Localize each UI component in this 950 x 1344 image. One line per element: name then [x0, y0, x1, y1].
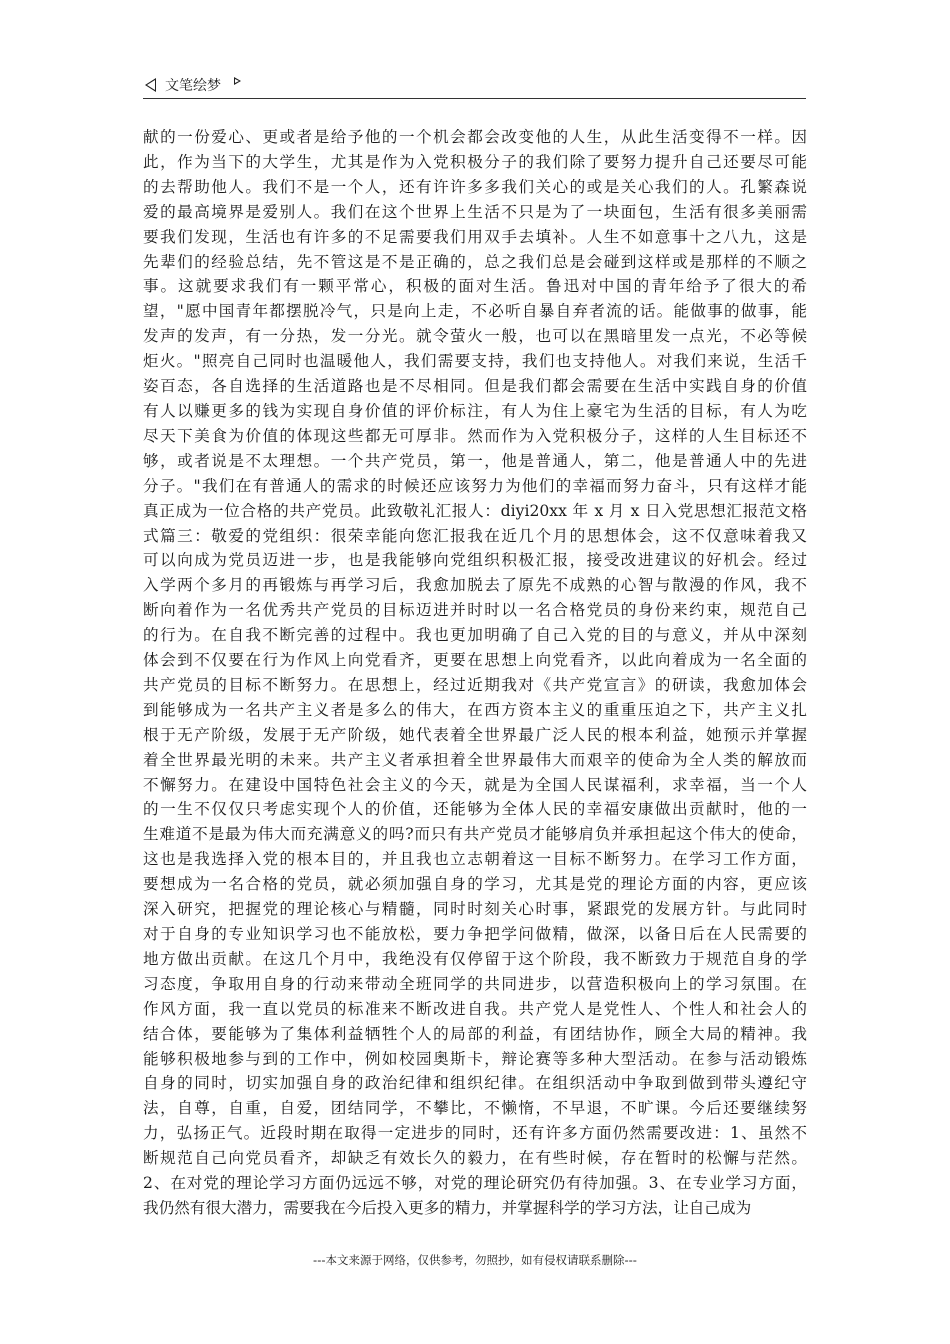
right-triangle-icon: [234, 77, 241, 85]
body-line: 爱的最高境界是爱别人。我们在这个世界上生活不只是为了一块面包，生活有很多美丽需: [143, 202, 807, 221]
body-line: 地方做出贡献。在这几个月中，我绝没有仅停留于这个阶段，我不断致力于规范自身的学: [143, 949, 807, 968]
header-divider: [143, 98, 806, 99]
body-line: 发声的发声，有一分热，发一分光。就令萤火一般，也可以在黑暗里发一点光，不必等候: [143, 327, 807, 346]
body-line: 生难道不是最为伟大而充满意义的吗?而只有共产党员才能够肩负并承担起这个伟大的使命，: [143, 825, 807, 844]
body-line: 的行为。在自我不断完善的过程中。我也更加明确了自己入党的目的与意义，并从中深刻: [143, 626, 807, 645]
body-line: 力，弘扬正气。近段时期在取得一定进步的同时，还有许多方面仍然需要改进：1、虽然不: [143, 1124, 807, 1143]
body-line: 事。这就要求我们有一颗平常心，积极的面对生活。鲁迅对中国的青年给予了很大的希: [143, 277, 807, 296]
body-line: 尽天下美食为价值的体现这些都无可厚非。然而作为入党积极分子，这样的人生目标还不: [143, 426, 807, 445]
body-line: 不懈努力。在建设中国特色社会主义的今天，就是为全国人民谋福利，求幸福，当一个人: [143, 775, 807, 794]
body-line: 体会到不仅要在行为作风上向党看齐，更要在思想上向党看齐，以此向着成为一名全面的: [143, 651, 807, 670]
body-line: 2、在对党的理论学习方面仍远远不够，对党的理论研究仍有待加强。3、在专业学习方面，: [143, 1174, 807, 1193]
body-line: 姿百态，各自选择的生活道路也是不尽相同。但是我们都会需要在生活中实践自身的价值: [143, 377, 807, 396]
body-line: 到能够成为一名共产主义者是多么的伟大，在西方资本主义的重重压迫之下，共产主义扎: [143, 700, 807, 719]
body-line: 断规范自己向党员看齐，却缺乏有效长久的毅力，在有些时候，存在暂时的松懈与茫然。: [143, 1149, 807, 1168]
body-line: 作风方面，我一直以党员的标准来不断改进自我。共产党人是党性人、个性人和社会人的: [143, 999, 807, 1018]
body-line: 的去帮助他人。我们不是一个人，还有许许多多我们关心的或是关心我们的人。孔繁森说: [143, 177, 807, 196]
page-header: [143, 72, 806, 98]
body-line: 能够积极地参与到的工作中，例如校园奥斯卡，辩论赛等多种大型活动。在参与活动锻炼: [143, 1049, 807, 1068]
body-line: 这也是我选择入党的根本目的，并且我也立志朝着这一目标不断努力。在学习工作方面，: [143, 850, 807, 869]
body-line: 此，作为当下的大学生，尤其是作为入党积极分子的我们除了要努力提升自己还要尽可能: [143, 152, 807, 171]
body-line: 断向着作为一名优秀共产党员的目标迈进并时时以一名合格党员的身份来约束，规范自己: [143, 601, 807, 620]
body-line: 着全世界最光明的未来。共产主义者承担着全世界最伟大而艰辛的使命为全人类的解放而: [143, 750, 807, 769]
body-line: 我仍然有很大潜力，需要我在今后投入更多的精力，并掌握科学的学习方法，让自己成为: [143, 1198, 752, 1217]
body-line: 共产党员的目标不断努力。在思想上，经过近期我对《共产党宣言》的研读，我愈加体会: [143, 675, 807, 694]
page-footer: ---本文来源于网络，仅供参考，勿照抄，如有侵权请联系删除---: [313, 1253, 637, 1267]
body-line: 可以向成为党员迈进一步，也是我能够向党组织积极汇报，接受改进建议的好机会。经过: [143, 551, 807, 570]
body-line: 献的一份爱心、更或者是给予他的一个机会都会改变他的人生，从此生活变得不一样。因: [143, 128, 807, 146]
body-line: 够，或者说是不太理想。一个共产党员，第一，他是普通人，第二，他是普通人中的先进: [143, 451, 807, 470]
body-line: 先辈们的经验总结，先不管这是不是正确的，总之我们总是会碰到这样或是那样的不顺之: [143, 252, 807, 271]
body-line: 真正成为一位合格的共产党员。此致敬礼汇报人：diyi20xx 年 x 月 x 日入党思想汇报范文格: [143, 501, 807, 520]
body-line: 自身的同时，切实加强自身的政治纪律和组织纪律。在组织活动中争取到做到带头遵纪守: [143, 1074, 807, 1093]
body-line: 式篇三：敬爱的党组织：很荣幸能向您汇报我在近几个月的思想体会，这不仅意味着我又: [143, 526, 807, 545]
body-line: 有人以赚更多的钱为实现自身价值的评价标注，有人为住上豪宅为生活的目标，有人为吃: [143, 401, 807, 420]
body-line: 入学两个多月的再锻炼与再学习后，我愈加脱去了原先不成熟的心智与散漫的作风，我不: [143, 576, 807, 595]
left-triangle-icon: [145, 78, 156, 92]
body-line: 深入研究，把握党的理论核心与精髓，同时时刻关心时事，紧跟党的发展方针。与此同时: [143, 900, 807, 919]
body-line: 炬火。"照亮自己同时也温暖他人，我们需要支持，我们也支持他人。对我们来说，生活千: [143, 352, 807, 371]
header-brand: 文笔绘梦: [165, 78, 221, 94]
body-line: 对于自身的专业知识学习也不能放松，要力争把学问做精，做深，以备日后在人民需要的: [143, 925, 807, 943]
body-line: 的一生不仅仅只考虑实现个人的价值，还能够为全体人民的幸福安康做出贡献时，他的一: [143, 800, 807, 819]
body-line: 要我们发现，生活也有许多的不足需要我们用双手去填补。人生不如意事十之八九，这是: [143, 227, 807, 246]
body-line: 法，自尊，自重，自爱，团结同学，不攀比，不懒惰，不早退，不旷课。今后还要继续努: [143, 1099, 807, 1118]
body-line: 根于无产阶级，发展于无产阶级，她代表着全世界最广泛人民的根本利益，她预示并掌握: [143, 725, 807, 744]
body-line: 结合体，要能够为了集体利益牺牲个人的局部的利益，有团结协作，顾全大局的精神。我: [143, 1024, 807, 1043]
body-line: 分子。"我们在有普通人的需求的时候还应该努力为他们的幸福而努力奋斗，只有这样才能: [143, 476, 807, 495]
document-body: [143, 125, 807, 1221]
body-line: 望，"愿中国青年都摆脱冷气，只是向上走，不必听自暴自弃者流的话。能做事的做事，能: [143, 302, 807, 321]
body-line: 习态度，争取用自身的行动来带动全班同学的共同进步，以营造积极向上的学习氛围。在: [143, 974, 807, 993]
body-line: 要想成为一名合格的党员，就必须加强自身的学习，尤其是党的理论方面的内容，更应该: [143, 875, 807, 894]
